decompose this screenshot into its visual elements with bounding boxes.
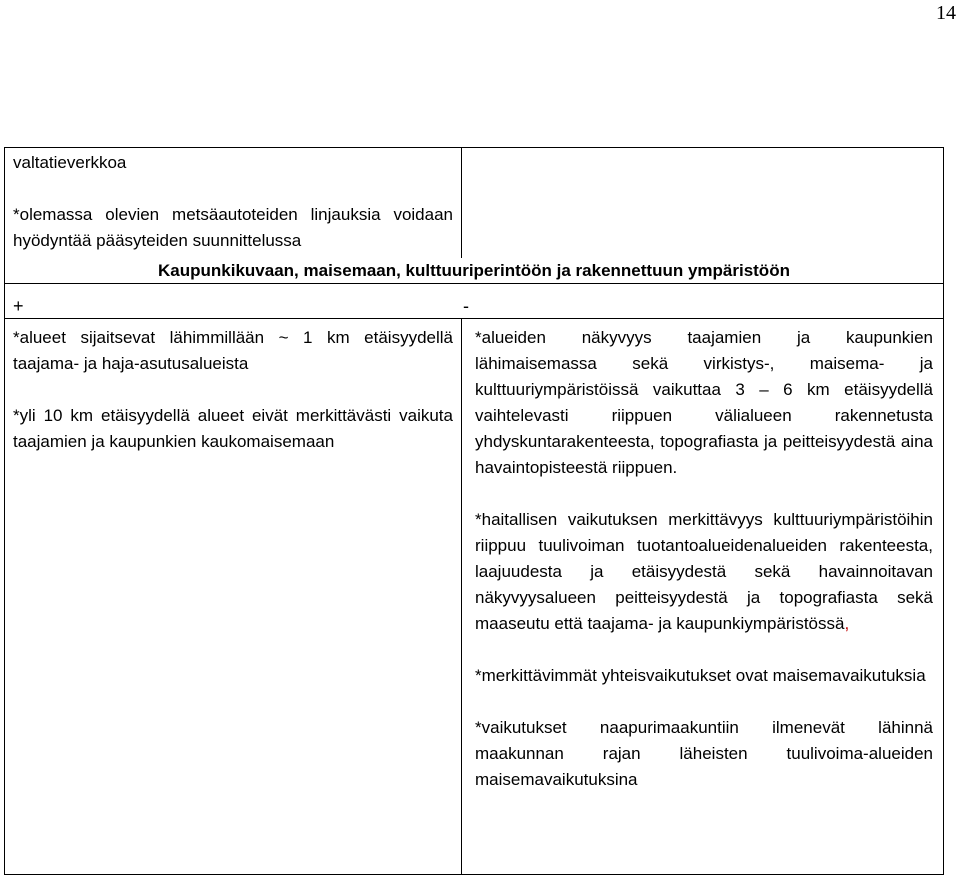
section-heading: Kaupunkikuvaan, maisemaan, kulttuuriperintöön ja rakennettuun ympäristöön — [158, 261, 790, 280]
top-cell-title: valtatieverkkoa — [13, 153, 127, 172]
assessment-table — [4, 147, 944, 875]
minus-item: *merkittävimmät yhteisvaikutukset ovat maisemavaikutuksia — [475, 666, 926, 685]
plus-column — [13, 325, 453, 455]
highlighted-comma: , — [844, 614, 850, 633]
heading-row-border — [5, 283, 943, 284]
minus-item: *alueiden näkyvyys taajamien ja kaupunkien lähimaisemassa sekä virkistys-, maisema- ja kulttuuriympäristöissä vaikuttaa 3 – 6 km etäisyydellä vaihtelevasti riippuen välialueen rakennetusta yhdyskuntarakenteesta, topografiasta ja peitteisyydestä aina havaintopisteestä riippuen. — [475, 328, 933, 477]
top-cell — [13, 150, 453, 254]
minus-column — [475, 325, 933, 793]
plus-column-header: + — [13, 296, 24, 316]
column-divider — [461, 318, 462, 874]
top-cell-paragraph: *olemassa olevien metsäautoteiden linjauksia voidaan hyödyntää pääsyteiden suunnittelussa — [13, 205, 453, 250]
page-number: 14 — [936, 2, 956, 24]
top-cell-divider — [461, 148, 462, 258]
plus-item: *alueet sijaitsevat lähimmillään ~ 1 km etäisyydellä taajama- ja haja-asutusalueista — [13, 328, 453, 373]
minus-item: *vaikutukset naapurimaakuntiin ilmenevät lähinnä maakunnan rajan läheisten tuulivoima-alueiden maisemavaikutuksina — [475, 718, 933, 789]
column-header-border — [5, 318, 943, 319]
plus-item: *yli 10 km etäisyydellä alueet eivät merkittävästi vaikuta taajamien ja kaupunkien kaukomaisemaan — [13, 406, 453, 451]
minus-item-text: *haitallisen vaikutuksen merkittävyys kulttuuriympäristöihin riippuu tuulivoiman tuotantoalueidenalueiden rakenteesta, laajuudesta ja etäisyydestä sekä havainnoitavan näkyvyysalueen peitteisyydestä ja topografiasta sekä maaseutu että taajama- ja kaupunkiympäristössä — [475, 510, 933, 633]
minus-item — [475, 507, 933, 637]
minus-column-header: - — [463, 296, 469, 316]
